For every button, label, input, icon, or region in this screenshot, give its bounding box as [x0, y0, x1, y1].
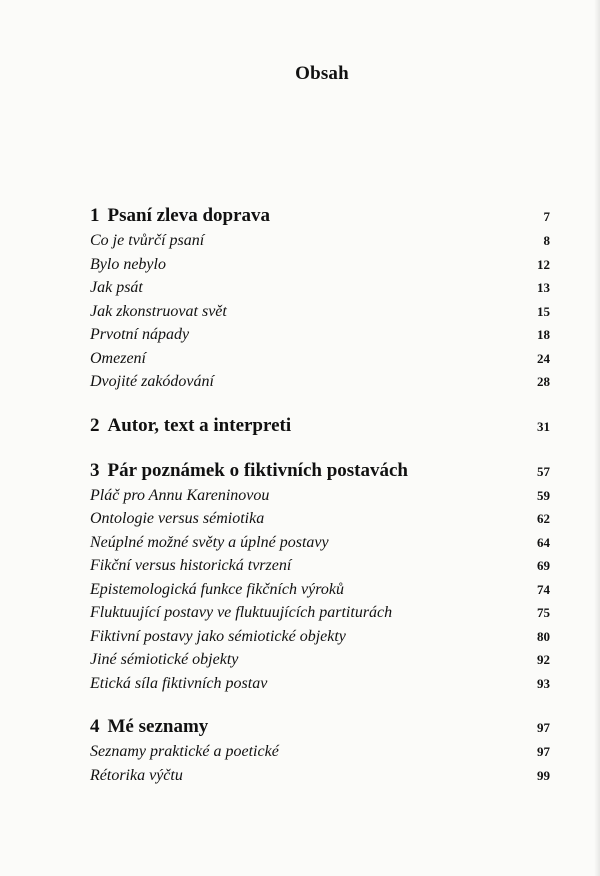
- toc-entry[interactable]: [90, 628, 550, 652]
- toc-entry[interactable]: [90, 604, 550, 628]
- toc-entry[interactable]: [90, 510, 550, 534]
- table-of-contents: [90, 205, 550, 808]
- chapter-title: [90, 205, 270, 227]
- entry-page-number: 92: [537, 652, 550, 667]
- toc-entry[interactable]: [90, 767, 550, 791]
- chapter-heading-row[interactable]: [90, 205, 550, 232]
- chapter-title-text: Pár poznámek o fiktivních postavách: [107, 459, 409, 481]
- toc-chapter: [90, 205, 550, 397]
- toc-chapter: [90, 460, 550, 699]
- toc-entry[interactable]: [90, 557, 550, 581]
- entry-page-number: 93: [537, 675, 550, 691]
- toc-chapter: [90, 716, 550, 790]
- entry-title: Fluktuující postavy ve fluktuujících partiturách: [90, 604, 393, 621]
- entry-title: Dvojité zakódování: [90, 373, 214, 390]
- entry-page-number: 12: [537, 256, 550, 272]
- chapter-number: 2: [90, 414, 100, 436]
- toc-entry[interactable]: [90, 303, 550, 327]
- entry-title: Seznamy praktické a poetické: [90, 743, 279, 760]
- entry-title: Fikční versus historická tvrzení: [90, 557, 292, 574]
- chapter-number: 1: [90, 205, 100, 226]
- toc-entry[interactable]: [90, 326, 550, 350]
- toc-entry[interactable]: [90, 256, 550, 280]
- entry-page-number: 99: [537, 767, 550, 783]
- entry-page-number: 64: [537, 534, 550, 550]
- entry-title: Epistemologická funkce fikčních výroků: [90, 580, 344, 598]
- toc-entry[interactable]: [90, 350, 550, 374]
- chapter-title: [90, 716, 208, 738]
- entry-title: Omezení: [90, 349, 146, 367]
- chapter-heading-row[interactable]: [90, 415, 550, 442]
- entry-title: Neúplné možné světy a úplné postavy: [90, 533, 329, 551]
- entry-title: Co je tvůrčí psaní: [90, 232, 205, 249]
- entry-page-number: 69: [537, 558, 550, 573]
- toc-entry[interactable]: [90, 675, 550, 699]
- entry-title: Fiktivní postavy jako sémiotické objekty: [90, 627, 346, 645]
- chapter-title: [90, 415, 291, 437]
- chapter-page-number: 31: [537, 418, 550, 434]
- toc-chapter: [90, 415, 550, 442]
- entry-title: Bylo nebylo: [90, 255, 166, 273]
- toc-entry[interactable]: [90, 581, 550, 605]
- toc-entry[interactable]: [90, 279, 550, 303]
- toc-entry[interactable]: [90, 487, 550, 511]
- entry-title: Jiné sémiotické objekty: [90, 651, 239, 668]
- entry-page-number: 80: [537, 628, 550, 644]
- entry-title: Jak zkonstruovat svět: [90, 302, 227, 320]
- entry-page-number: 13: [537, 280, 550, 295]
- entry-title: Ontologie versus sémiotika: [90, 510, 265, 527]
- entry-page-number: 62: [537, 511, 550, 526]
- chapter-heading-row[interactable]: [90, 460, 550, 487]
- entry-page-number: 24: [537, 350, 550, 366]
- entry-page-number: 15: [537, 303, 550, 319]
- entry-title: Jak psát: [90, 279, 143, 296]
- toc-entry[interactable]: [90, 534, 550, 558]
- chapter-title: [90, 460, 408, 482]
- page-title: Obsah: [295, 63, 349, 84]
- page-edge-shadow: [594, 0, 600, 876]
- chapter-title-text: Autor, text a interpreti: [107, 414, 292, 436]
- chapter-heading-row[interactable]: [90, 716, 550, 743]
- chapter-number: 4: [90, 716, 100, 737]
- toc-entry[interactable]: [90, 373, 550, 397]
- entry-title: Rétorika výčtu: [90, 766, 183, 784]
- chapter-page-number: 7: [543, 209, 550, 224]
- entry-page-number: 75: [537, 605, 550, 620]
- entry-page-number: 74: [537, 581, 550, 597]
- chapter-page-number: 57: [537, 463, 550, 479]
- entry-title: Etická síla fiktivních postav: [90, 674, 268, 692]
- toc-entry[interactable]: [90, 651, 550, 675]
- toc-entry[interactable]: [90, 743, 550, 767]
- chapter-number: 3: [90, 459, 100, 481]
- chapter-title-text: Psaní zleva doprava: [107, 205, 271, 226]
- entry-page-number: 28: [537, 374, 550, 389]
- chapter-title-text: Mé seznamy: [107, 716, 209, 737]
- entry-page-number: 18: [537, 327, 550, 342]
- chapter-page-number: 97: [537, 720, 550, 735]
- entry-page-number: 8: [543, 233, 550, 248]
- entry-page-number: 59: [537, 487, 550, 503]
- toc-entry[interactable]: [90, 232, 550, 256]
- entry-title: Prvotní nápady: [90, 326, 190, 343]
- entry-title: Pláč pro Annu Kareninovou: [90, 486, 270, 504]
- entry-page-number: 97: [537, 744, 550, 759]
